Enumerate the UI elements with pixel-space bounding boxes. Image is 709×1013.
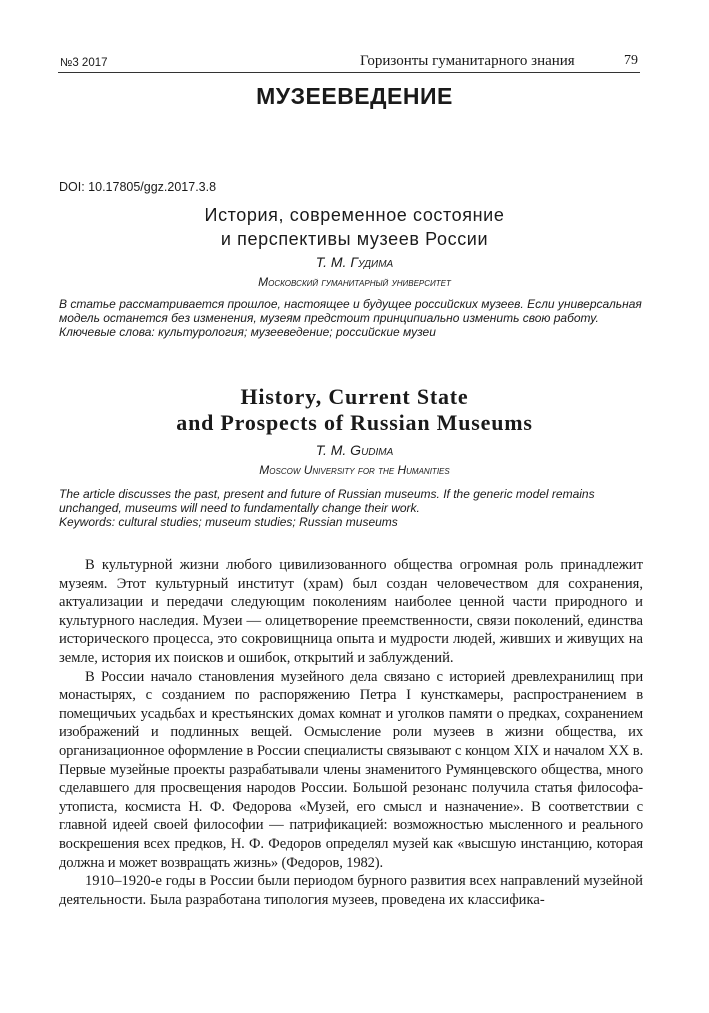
issue-number: №3 2017 xyxy=(60,57,108,69)
en-author: T. M. Gudima xyxy=(315,442,394,458)
body-paragraph-2: В России начало становления музейного дела связано с историей древлехранилищ при монастырях, с созданием по распоряжению Петра I кунсткамеры, распространением в помещичьих усадьбах и крестьянских домах комнат и уголков памяти о предках, сохранением изображений и подлинных вещей. Осмысление роли музеев в жизни общества, их организационное оформление в России специалисты связывают с концом XIX и началом XX в. Первые музейные проекты разрабатывали члены знаменитого Румянцевского общества, много сделавшего для просвещения народов России. Большой резонанс получила статья философа-утописта, космиста Н. Ф. Федорова «Музей, его смысл и назначение». В соответствии с главной идеей своей философии — патрификацией: возможностью мысленного и реального воскрешения всех предков, Н. Ф. Федоров определял музей как «высшую инстанцию, которая должна и может возвращать жизнь» (Федоров, 1982). xyxy=(59,668,643,871)
en-abstract: The article discusses the past, present and future of Russian museums. If the generic model remains unchanged, museums will need to fundamentally change their work. xyxy=(59,487,595,515)
page-number: 79 xyxy=(624,53,638,68)
body-paragraph-1: В культурной жизни любого цивилизованного общества огромная роль принадлежит музеям. Этот культурный институт (храм) был создан человечеством для сохранения, актуализации и передачи следующим поколениям наиболее ценной части природного и культурного наследия. Музеи — олицетворение преемственности, связи поколений, единства исторического процесса, это сокровищница опыта и мудрости людей, живших и живущих на земле, история их поисков и ошибок, открытий и заблуждений. xyxy=(59,557,643,666)
en-keywords: Keywords: cultural studies; museum studies; Russian museums xyxy=(59,515,398,529)
article-body xyxy=(59,556,643,909)
en-title-line-2: and Prospects of Russian Museums xyxy=(176,410,533,435)
header-rule xyxy=(58,72,640,73)
en-title-line-1: History, Current State xyxy=(240,384,469,409)
body-paragraph-3: 1910–1920-е годы в России были периодом бурного развития всех направлений музейной деятельности. Была разработана типология музеев, проведена их классифика- xyxy=(59,873,643,908)
ru-author: Т. М. Гудима xyxy=(315,254,394,270)
ru-title-line-1: История, современное состояние xyxy=(204,205,505,225)
doi: DOI: 10.17805/ggz.2017.3.8 xyxy=(59,180,217,194)
ru-affiliation: Московский гуманитарный университет xyxy=(258,275,451,289)
ru-keywords: Ключевые слова: культурология; музееведение; российские музеи xyxy=(59,325,436,339)
journal-title: Горизонты гуманитарного знания xyxy=(360,53,575,69)
en-title xyxy=(0,384,709,436)
ru-abstract: В статье рассматривается прошлое, настоящее и будущее российских музеев. Если универсальная модель останется без изменения, музеям предстоит принципиально изменить свою работу. xyxy=(59,297,642,325)
ru-title xyxy=(0,203,709,251)
ru-abstract-block xyxy=(59,297,643,339)
en-affiliation: Moscow University for the Humanities xyxy=(259,463,450,477)
en-abstract-block xyxy=(59,487,643,529)
ru-title-line-2: и перспективы музеев России xyxy=(220,229,489,249)
section-title: МУЗЕЕВЕДЕНИЕ xyxy=(256,83,453,109)
